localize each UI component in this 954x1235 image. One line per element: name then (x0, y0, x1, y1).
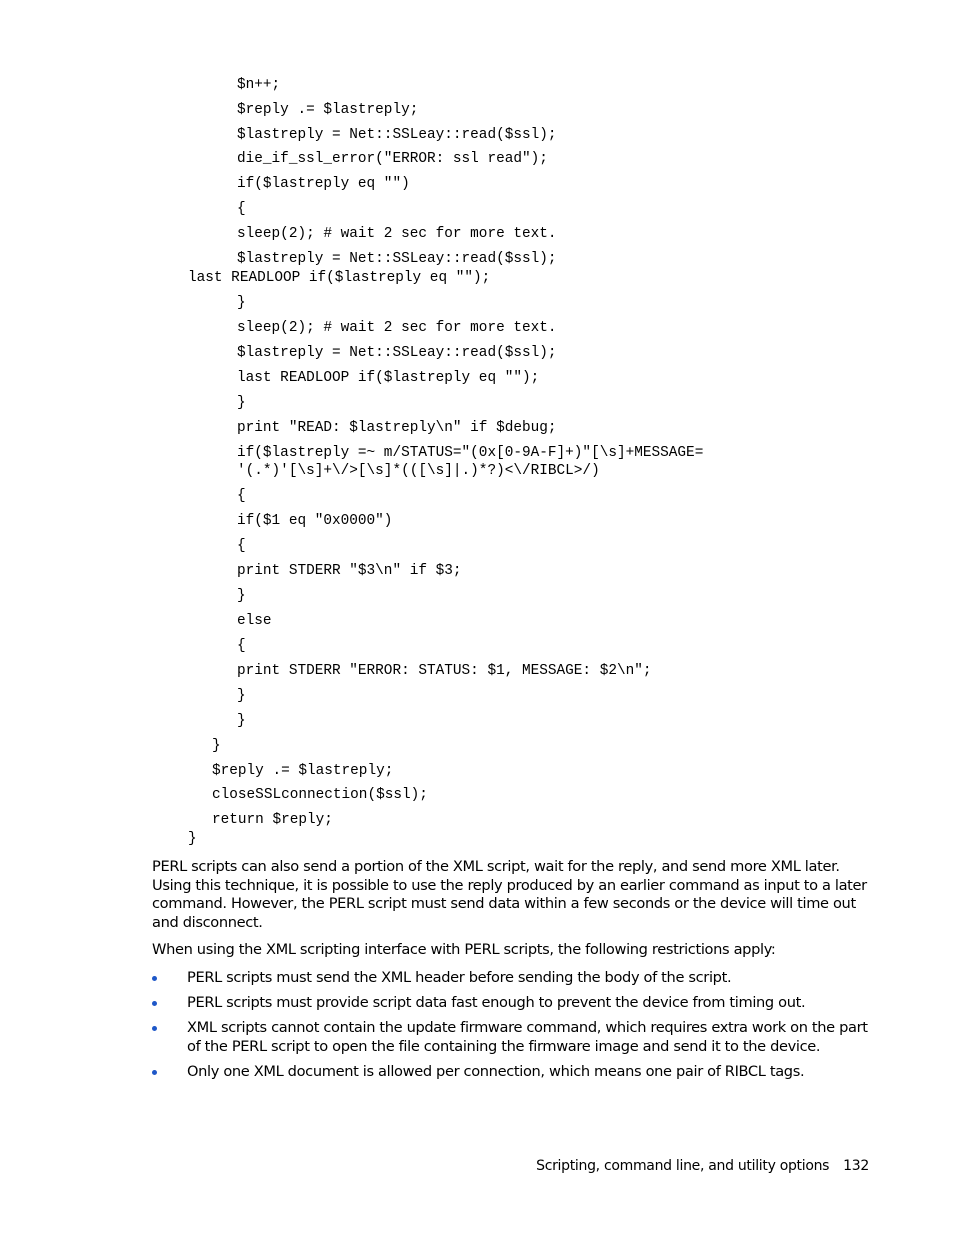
list-item (152, 1019, 872, 1056)
list-item-text: XML scripts cannot contain the update firmware command, which requires extra work on the part of the PERL script to open the file containing the firmware image and send it to the device. (187, 1019, 868, 1055)
code-line: die_if_ssl_error("ERROR: ssl read"); (237, 151, 548, 167)
bullet-icon (152, 1026, 157, 1031)
code-line: last READLOOP if($lastreply eq ""); (237, 370, 540, 386)
code-line: if($lastreply =~ m/STATUS="(0x[0-9A-F]+)"[\s]+MESSAGE= (237, 445, 704, 461)
code-line: { (237, 201, 246, 217)
page-footer (536, 1158, 869, 1174)
bullet-icon (152, 1001, 157, 1006)
list-item-text: PERL scripts must provide script data fast enough to prevent the device from timing out. (187, 994, 806, 1012)
code-line: } (237, 295, 246, 311)
code-line: $n++; (237, 77, 281, 93)
code-line: { (237, 538, 246, 554)
code-line: print STDERR "ERROR: STATUS: $1, MESSAGE: $2\n"; (237, 663, 652, 679)
code-line: $lastreply = Net::SSLeay::read($ssl); (237, 251, 557, 267)
code-line: } (237, 588, 246, 604)
code-line: $reply .= $lastreply; (237, 102, 419, 118)
code-line: else (237, 613, 272, 629)
code-line: sleep(2); # wait 2 sec for more text. (237, 226, 557, 242)
list-item-text: Only one XML document is allowed per connection, which means one pair of RIBCL tags. (187, 1062, 805, 1080)
code-line: } (237, 688, 246, 704)
code-line: sleep(2); # wait 2 sec for more text. (237, 320, 557, 336)
page-number: 132 (843, 1158, 869, 1174)
code-line: $lastreply = Net::SSLeay::read($ssl); (237, 127, 557, 143)
code-line: $lastreply = Net::SSLeay::read($ssl); (237, 345, 557, 361)
paragraph: PERL scripts can also send a portion of the XML script, wait for the reply, and send more XML later. Using this technique, it is possible to use the reply produced by an earlier command as input to a later command. However, the PERL script must send data within a few seconds or the device will time out and disconnect. (152, 858, 867, 931)
list-item (152, 994, 872, 1013)
list-item (152, 969, 872, 988)
code-line: } (188, 831, 197, 847)
code-line: { (237, 488, 246, 504)
body-text (152, 858, 872, 1088)
code-line: } (237, 395, 246, 411)
code-line: { (237, 638, 246, 654)
code-line: last READLOOP if($lastreply eq ""); (188, 270, 491, 286)
code-line: print STDERR "$3\n" if $3; (237, 563, 462, 579)
code-line: if($1 eq "0x0000") (237, 513, 393, 529)
code-line: closeSSLconnection($ssl); (212, 787, 428, 803)
code-line: } (237, 713, 246, 729)
code-line: if($lastreply eq "") (237, 176, 410, 192)
footer-section-title: Scripting, command line, and utility options (536, 1158, 830, 1174)
bullet-icon (152, 1070, 157, 1075)
code-line: return $reply; (212, 812, 333, 828)
code-line: print "READ: $lastreply\n" if $debug; (237, 420, 557, 436)
restrictions-list (152, 969, 872, 1081)
code-line: } (212, 738, 221, 754)
list-item (152, 1063, 872, 1082)
bullet-icon (152, 976, 157, 981)
code-line: '(.*)'[\s]+\/>[\s]*(([\s]|.)*?)<\/RIBCL>/) (237, 463, 600, 479)
code-line: $reply .= $lastreply; (212, 763, 394, 779)
paragraph: When using the XML scripting interface with PERL scripts, the following restrictions apply: (152, 941, 776, 959)
list-item-text: PERL scripts must send the XML header before sending the body of the script. (187, 968, 732, 986)
